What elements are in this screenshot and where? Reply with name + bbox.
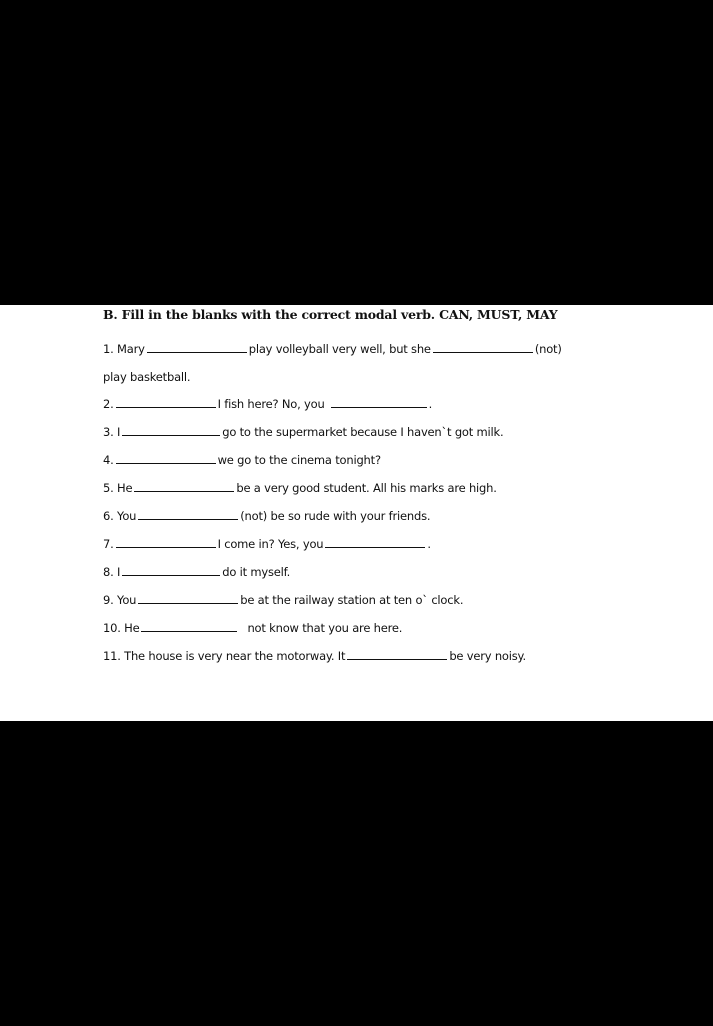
top-black-bar [0,0,713,305]
item-text: be a very good student. All his marks are high. [236,481,497,495]
item-text: (not) be so rude with your friends. [240,509,431,523]
item-number: 8. I [103,565,121,579]
item-text: I come in? Yes, you [217,537,324,551]
answer-blank[interactable] [122,434,220,436]
item-text: 11. The house is very near the motorway. It [103,649,346,663]
exercise-item-2 [103,397,432,411]
answer-blank[interactable] [122,574,220,576]
answer-blank[interactable] [141,630,237,632]
item-text: (not) [534,342,562,356]
exercise-heading: B. Fill in the blanks with the correct modal verb. CAN, MUST, MAY [103,307,558,322]
item-number: 1. Mary [103,342,145,356]
exercise-item-11 [103,649,526,663]
item-text: do it myself. [222,565,291,579]
bottom-black-bar [0,721,713,1026]
item-text: not know that you are here. [247,621,403,635]
answer-blank[interactable] [433,351,533,353]
answer-blank[interactable] [147,351,247,353]
exercise-item-8 [103,565,290,579]
item-number: 7. [103,537,114,551]
answer-blank[interactable] [347,658,447,660]
item-number: 5. He [103,481,133,495]
item-text: play volleyball very well, but she [248,342,431,356]
exercise-item-4 [103,453,381,467]
answer-blank[interactable] [138,602,238,604]
exercise-item-1 [103,342,562,356]
item-text: . [427,537,431,551]
item-text: . [428,397,433,411]
answer-blank[interactable] [138,518,238,520]
item-number: 2. [103,397,114,411]
item-number: 4. [103,453,114,467]
item-text: I fish here? No, you [217,397,325,411]
worksheet [0,305,713,721]
answer-blank[interactable] [325,546,425,548]
exercise-item-1-continued [103,370,190,384]
item-text: be very noisy. [449,649,526,663]
item-number: 9. You [103,593,137,607]
item-number: 10. He [103,621,140,635]
item-number: 6. You [103,509,137,523]
item-text: be at the railway station at ten o` clock. [240,593,464,607]
answer-blank[interactable] [116,406,216,408]
exercise-item-5 [103,481,497,495]
answer-blank[interactable] [116,462,216,464]
item-number: 3. I [103,425,121,439]
answer-blank[interactable] [116,546,216,548]
item-text: go to the supermarket because I haven`t got milk. [222,425,504,439]
answer-blank[interactable] [134,490,234,492]
exercise-item-7 [103,537,431,551]
exercise-item-10 [103,621,402,635]
exercise-item-6 [103,509,430,523]
item-text: play basketball. [103,370,191,384]
exercise-item-9 [103,593,463,607]
item-text: we go to the cinema tonight? [217,453,381,467]
answer-blank[interactable] [331,406,427,408]
exercise-item-3 [103,425,503,439]
